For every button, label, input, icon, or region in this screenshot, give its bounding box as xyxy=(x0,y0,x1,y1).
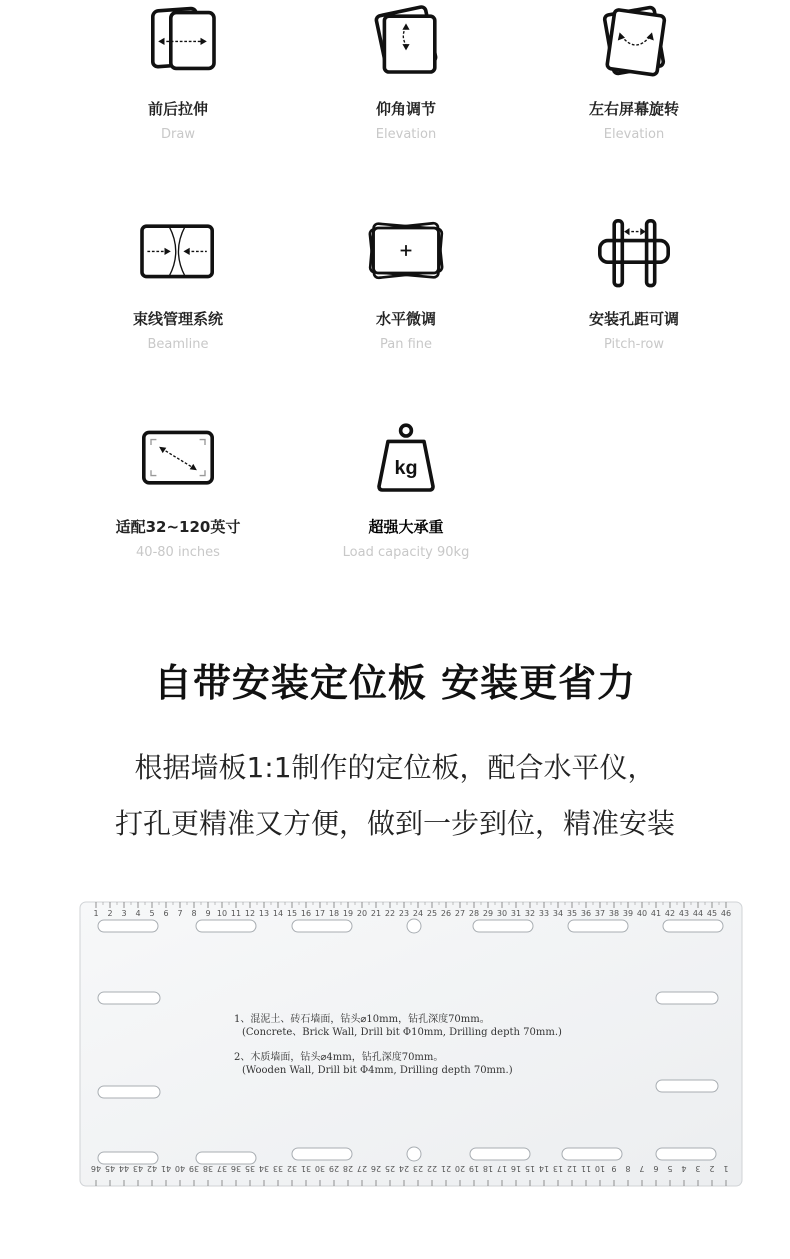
feature-pitch-row xyxy=(534,210,734,352)
mounting-slot xyxy=(98,1152,158,1164)
cable-management-icon xyxy=(128,210,228,300)
ruler-number: 30 xyxy=(314,1164,326,1173)
ruler-number: 23 xyxy=(412,1164,424,1173)
ruler-number: 16 xyxy=(300,909,312,918)
feature-label: 超强大承重 xyxy=(368,518,444,536)
feature-label: 水平微调 xyxy=(375,310,436,328)
plate-note-2-en: (Wooden Wall, Drill bit Φ4mm, Drilling depth 70mm.) xyxy=(242,1065,513,1076)
ruler-number: 42 xyxy=(664,909,676,918)
feature-sublabel: Pan fine xyxy=(379,337,433,352)
hole-pitch-icon xyxy=(584,210,684,300)
ruler-number: 15 xyxy=(524,1164,536,1173)
ruler-number: 4 xyxy=(135,909,141,918)
description-line-1: 根据墙板1:1制作的定位板，配合水平仪， xyxy=(134,751,656,784)
ruler-number: 19 xyxy=(468,1164,480,1173)
ruler-number: 37 xyxy=(216,1164,228,1173)
feature-label: 束线管理系统 xyxy=(132,310,223,328)
ruler-number: 34 xyxy=(552,909,564,918)
feature-elevation xyxy=(306,0,506,142)
mounting-slot xyxy=(292,920,352,932)
ruler-number: 26 xyxy=(370,1164,382,1173)
elevation-icon xyxy=(356,0,456,90)
ruler-number: 26 xyxy=(440,909,452,918)
ruler-number: 22 xyxy=(384,909,396,918)
ruler-number: 33 xyxy=(538,909,550,918)
ruler-number: 41 xyxy=(650,909,662,918)
ruler-number: 42 xyxy=(146,1164,158,1173)
ruler-number: 39 xyxy=(622,909,634,918)
ruler-number: 24 xyxy=(398,1164,410,1173)
ruler-number: 17 xyxy=(496,1164,508,1173)
ruler-number: 32 xyxy=(524,909,536,918)
rotate-icon xyxy=(584,0,684,90)
ruler-number: 1 xyxy=(93,909,99,918)
ruler-number: 46 xyxy=(90,1164,102,1173)
ruler-number: 27 xyxy=(454,909,466,918)
ruler-number: 35 xyxy=(566,909,578,918)
ruler-number: 7 xyxy=(639,1164,645,1173)
ruler-number: 45 xyxy=(706,909,718,918)
feature-sublabel: Draw xyxy=(161,127,195,142)
feature-rotate xyxy=(534,0,734,142)
feature-grid xyxy=(0,0,790,600)
ruler-number: 43 xyxy=(678,909,690,918)
ruler-number: 22 xyxy=(426,1164,438,1173)
ruler-number: 13 xyxy=(258,909,270,918)
ruler-number: 2 xyxy=(107,909,113,918)
positioning-plate xyxy=(78,898,744,1190)
feature-draw xyxy=(78,0,278,142)
ruler-number: 13 xyxy=(552,1164,564,1173)
ruler-number: 14 xyxy=(272,909,284,918)
mounting-slot xyxy=(656,992,718,1004)
feature-load-capacity xyxy=(306,418,506,560)
ruler-number: 5 xyxy=(667,1164,673,1173)
level-adjust-icon xyxy=(356,210,456,300)
plate-body xyxy=(80,902,742,1186)
mounting-slot xyxy=(196,1152,256,1164)
plate-note-1-en: (Concrete、Brick Wall, Drill bit Φ10mm, Drilling depth 70mm.) xyxy=(242,1027,562,1038)
ruler-number: 15 xyxy=(286,909,298,918)
draw-icon xyxy=(128,0,228,90)
ruler-number: 32 xyxy=(286,1164,298,1173)
ruler-number: 3 xyxy=(695,1164,701,1173)
ruler-number: 44 xyxy=(692,909,704,918)
ruler-number: 12 xyxy=(566,1164,578,1173)
ruler-number: 4 xyxy=(681,1164,687,1173)
ruler-number: 17 xyxy=(314,909,326,918)
ruler-number: 25 xyxy=(384,1164,396,1173)
plate-note-1-cn: 1、混泥土、砖石墙面，钻头⌀10mm，钻孔深度70mm。 xyxy=(234,1014,490,1025)
ruler-number: 3 xyxy=(121,909,127,918)
ruler-number: 27 xyxy=(356,1164,368,1173)
ruler-number: 16 xyxy=(510,1164,522,1173)
ruler-number: 25 xyxy=(426,909,438,918)
ruler-number: 2 xyxy=(709,1164,715,1173)
ruler-number: 40 xyxy=(174,1164,186,1173)
mounting-slot xyxy=(196,920,256,932)
ruler-number: 11 xyxy=(230,909,242,918)
weight-icon-label: kg xyxy=(394,456,418,479)
ruler-number: 10 xyxy=(594,1164,606,1173)
ruler-number: 28 xyxy=(342,1164,354,1173)
feature-screen-size xyxy=(78,418,278,560)
ruler-number: 9 xyxy=(205,909,211,918)
feature-sublabel: Elevation xyxy=(603,127,665,142)
ruler-number: 6 xyxy=(653,1164,659,1173)
feature-sublabel: Elevation xyxy=(375,127,437,142)
ruler-number: 24 xyxy=(412,909,424,918)
headline: 自带安装定位板 安装更省力 xyxy=(153,661,637,705)
ruler-number: 31 xyxy=(510,909,522,918)
feature-label: 前后拉伸 xyxy=(147,100,208,118)
feature-pan-fine xyxy=(306,210,506,352)
mounting-slot xyxy=(568,920,628,932)
ruler-number: 7 xyxy=(177,909,183,918)
ruler-number: 5 xyxy=(149,909,155,918)
mounting-slot xyxy=(470,1148,530,1160)
description-line-2: 打孔更精准又方便，做到一步到位，精准安装 xyxy=(114,807,675,840)
ruler-number: 37 xyxy=(594,909,606,918)
ruler-number: 46 xyxy=(720,909,732,918)
mounting-hole xyxy=(407,1147,421,1161)
ruler-number: 20 xyxy=(454,1164,466,1173)
mounting-slot xyxy=(98,920,158,932)
ruler-number: 18 xyxy=(482,1164,494,1173)
feature-label: 左右屏幕旋转 xyxy=(588,100,679,118)
ruler-number: 34 xyxy=(258,1164,270,1173)
ruler-number: 9 xyxy=(611,1164,617,1173)
ruler-number: 44 xyxy=(118,1164,130,1173)
ruler-number: 19 xyxy=(342,909,354,918)
plate-note-2-cn: 2、木质墙面，钻头⌀4mm，钻孔深度70mm。 xyxy=(234,1052,444,1063)
ruler-number: 14 xyxy=(538,1164,550,1173)
ruler-number: 23 xyxy=(398,909,410,918)
ruler-number: 30 xyxy=(496,909,508,918)
screen-size-icon xyxy=(128,418,228,508)
feature-label: 仰角调节 xyxy=(375,100,436,118)
ruler-number: 41 xyxy=(160,1164,172,1173)
ruler-number: 20 xyxy=(356,909,368,918)
mounting-slot xyxy=(562,1148,622,1160)
ruler-number: 39 xyxy=(188,1164,200,1173)
mounting-slot xyxy=(663,920,723,932)
feature-sublabel: Beamline xyxy=(147,337,209,352)
ruler-number: 29 xyxy=(328,1164,340,1173)
mounting-slot xyxy=(473,920,533,932)
ruler-number: 11 xyxy=(580,1164,592,1173)
ruler-number: 8 xyxy=(625,1164,631,1173)
feature-label: 适配32~120英寸 xyxy=(115,518,241,536)
feature-label: 安装孔距可调 xyxy=(588,310,679,328)
ruler-number: 28 xyxy=(468,909,480,918)
ruler-number: 33 xyxy=(272,1164,284,1173)
ruler-number: 8 xyxy=(191,909,197,918)
ruler-number: 36 xyxy=(580,909,592,918)
ruler-number: 40 xyxy=(636,909,648,918)
weight-icon xyxy=(356,418,456,508)
mounting-slot xyxy=(656,1148,716,1160)
ruler-number: 36 xyxy=(230,1164,242,1173)
ruler-number: 21 xyxy=(370,909,382,918)
ruler-number: 31 xyxy=(300,1164,312,1173)
ruler-number: 6 xyxy=(163,909,169,918)
mounting-slot xyxy=(98,1086,160,1098)
mounting-slot xyxy=(656,1080,718,1092)
ruler-number: 35 xyxy=(244,1164,256,1173)
ruler-number: 45 xyxy=(104,1164,116,1173)
ruler-number: 18 xyxy=(328,909,340,918)
ruler-number: 43 xyxy=(132,1164,144,1173)
feature-beamline xyxy=(78,210,278,352)
feature-sublabel: Pitch-row xyxy=(604,337,664,352)
feature-sublabel: 40-80 inches xyxy=(136,545,220,560)
ruler-number: 21 xyxy=(440,1164,452,1173)
ruler-number: 38 xyxy=(608,909,620,918)
ruler-number: 1 xyxy=(723,1164,729,1173)
ruler-number: 10 xyxy=(216,909,228,918)
ruler-number: 12 xyxy=(244,909,256,918)
mounting-hole xyxy=(407,919,421,933)
ruler-number: 38 xyxy=(202,1164,214,1173)
ruler-number: 29 xyxy=(482,909,494,918)
feature-sublabel: Load capacity 90kg xyxy=(342,545,470,560)
mounting-slot xyxy=(98,992,160,1004)
mounting-slot xyxy=(292,1148,352,1160)
positioning-plate-drawing xyxy=(78,898,744,1190)
